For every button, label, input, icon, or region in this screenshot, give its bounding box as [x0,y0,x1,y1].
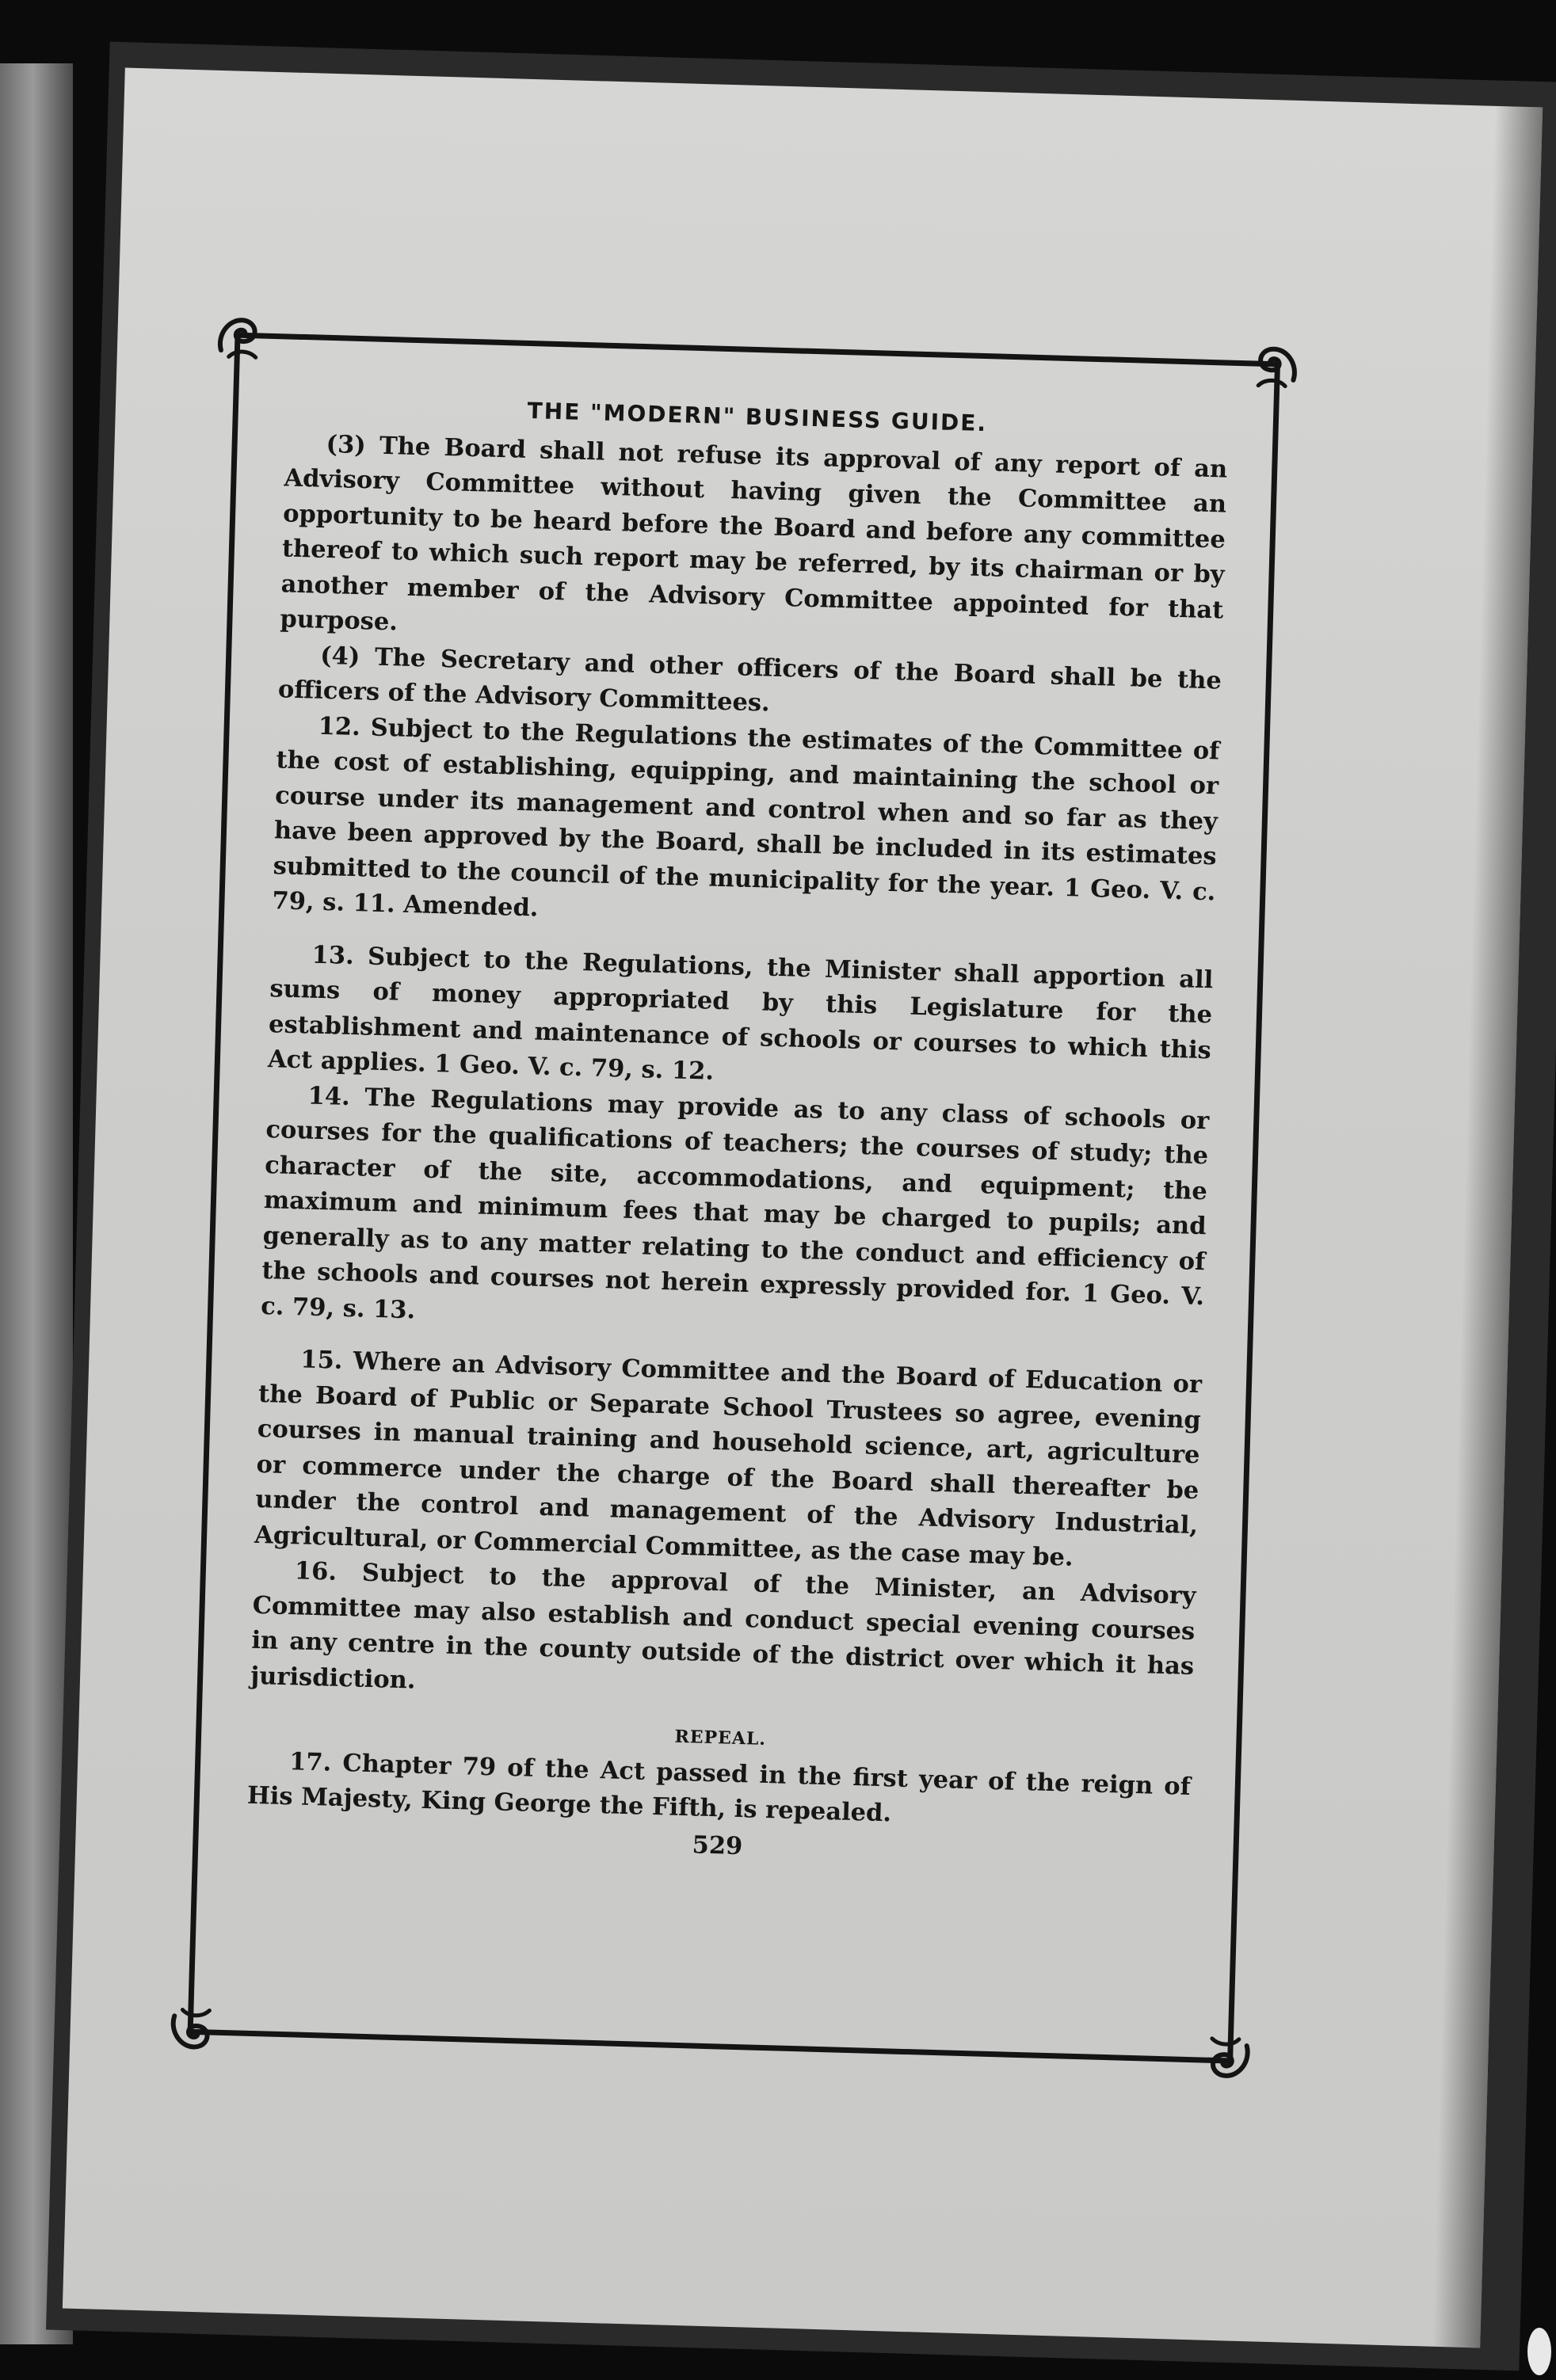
document-page [63,68,1543,2348]
scan-edge-mark [1527,2328,1551,2375]
paragraph: 15. Where an Advisory Committee and the Board of Education or the Board of Public or Separate School Trustees so agree, evening courses in manual training and household science, art, agriculture or commerce under the charge of the Board shall thereafter be under the control and management of the Advisory Industrial, Agricultural, or Commercial Committee, as the case may be. [254,1345,1203,1572]
scroll-flourish-icon [166,2005,218,2057]
paragraph: 17. Chapter 79 of the Act passed in the first year of the reign of His Majesty, King George the Fifth, is repealed. [246,1746,1192,1828]
paragraph: 13. Subject to the Regulations, the Minister shall apportion all sums of money appropriated by this Legislature for the establishment and maintenance of schools or courses to which this Act applies. 1 Geo. V. c. 79, s. 12. [267,940,1214,1086]
section-heading: REPEAL. [674,1726,767,1750]
scroll-flourish-icon [1250,339,1302,391]
paragraph: (3) The Board shall not refuse its approval of any report of an Advisory Committee without having given the Committee an opportunity to be heard before the Board and before any committee thereof to which such report may be referred, by its chairman or by another member of the Advisory Committee appointed for that purpose. [280,429,1228,637]
scroll-flourish-icon [213,310,265,363]
scroll-flourish-icon [1203,2034,1255,2086]
running-head: THE "MODERN" BUSINESS GUIDE. [527,397,988,437]
paragraph: (4) The Secretary and other officers of the Board shall be the officers of the Advisory Committees. [277,641,1222,718]
paragraph: 16. Subject to the approval of the Minister, an Advisory Committee may also establish and conduct special evening courses in any centre in the county outside of the district over which it has jurisdiction. [250,1556,1197,1695]
page-number: 529 [692,1830,743,1860]
page-text [246,387,1229,1876]
paragraph: 14. The Regulations may provide as to any class of schools or courses for the qualifications of teachers; the courses of study; the character of the site, accommodations, and equipment; the maximum and minimum fees that may be charged to pupils; and generally as to any matter relating to the conduct and efficiency of the schools and courses not herein expressly provided for. 1 Geo. V. c. 79, s. 13. [260,1081,1210,1324]
paragraph: 12. Subject to the Regulations the estimates of the Committee of the cost of establishing, equipping, and maintaining the school or course under its management and control when and so far as they have been approved by the Board, shall be included in its estimates submitted to the council of the municipality for the year. 1 Geo. V. c. 79, s. 11. Amended. [272,711,1220,923]
ornamental-border-frame [188,333,1281,2064]
